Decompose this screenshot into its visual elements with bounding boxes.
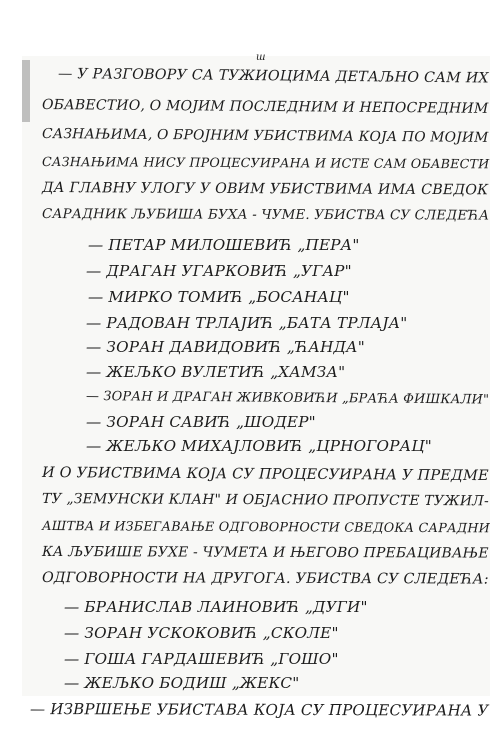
list2-item-4: — ЖЕЉКО БОДИШ „ЖЕКС" <box>64 674 300 692</box>
text-line-7: И О УБИСТВИМА КОЈА СУ ПРОЦЕСУИРАНА У ПРЕДМЕ <box>41 465 489 485</box>
scan-edge-shadow <box>22 60 30 122</box>
correction-mark: ш <box>256 52 266 63</box>
list1-item-1: — ПЕТАР МИЛОШЕВИЋ „ПЕРА" <box>88 236 360 254</box>
text-line-8: ТУ „ЗЕМУНСКИ КЛАН" И ОБЈАСНИО ПРОПУСТЕ ТУЖИЛ- <box>41 491 489 510</box>
text-line-12: — ИЗВРШЕЊЕ УБИСТАВА КОЈА СУ ПРОЦЕСУИРАНА У <box>29 700 489 720</box>
list1-item-9: — ЖЕЉКО МИХАЈЛОВИЋ „ЦРНОГОРАЦ" <box>86 437 432 455</box>
list2-item-2: — ЗОРАН УСКОКОВИЋ „СКОЛЕ" <box>64 624 339 642</box>
text-line-4: САЗНАЊИМА НИСУ ПРОЦЕСУИРАНА И ИСТЕ САМ ОБАВЕСТИ <box>41 154 490 172</box>
list1-item-6: — ЖЕЉКО ВУЛЕТИЋ „ХАМЗА" <box>86 363 346 381</box>
list1-item-5: — ЗОРАН ДАВИДОВИЋ „ЋАНДА" <box>86 338 365 356</box>
text-line-10: КА ЉУБИШЕ БУХЕ - ЧУМЕТА И ЊЕГОВО ПРЕБАЦИВАЊЕ <box>41 544 489 562</box>
list1-item-7: — ЗОРАН И ДРАГАН ЖИВКОВИЋИ „БРАЋА ФИШКАЛИ" <box>85 389 490 408</box>
list1-item-3: — МИРКО ТОМИЋ „БОСАНАЦ" <box>88 288 350 306</box>
list2-item-1: — БРАНИСЛАВ ЛАИНОВИЋ „ДУГИ" <box>64 598 368 616</box>
list1-item-4: — РАДОВАН ТРЛАЈИЋ „БАТА ТРЛАЈА" <box>86 314 408 332</box>
text-line-11: ОДГОВОРНОСТИ НА ДРУГОГА. УБИСТВА СУ СЛЕДЕЋА: <box>41 570 489 588</box>
list1-item-2: — ДРАГАН УГАРКОВИЋ „УГАР" <box>86 262 352 280</box>
list1-item-8: — ЗОРАН САВИЋ „ШОДЕР" <box>86 413 316 431</box>
text-line-2: ОБАВЕСТИО, О МОЈИМ ПОСЛЕДНИМ И НЕПОСРЕДНИМ <box>41 97 489 117</box>
text-line-3: САЗНАЊИМА, О БРОЈНИМ УБИСТВИМА КОЈА ПО МОЈИМ <box>41 126 489 146</box>
text-line-1: — У РАЗГОВОРУ СА ТУЖИОЦИМА ДЕТАЉНО САМ ИХ <box>57 66 489 87</box>
text-line-5: ДА ГЛАВНУ УЛОГУ У ОВИМ УБИСТВИМА ИМА СВЕДОК <box>41 180 489 199</box>
text-line-9: АШТВА И ИЗБЕГАВАЊЕ ОДГОВОРНОСТИ СВЕДОКА САРАДНИ <box>41 518 491 536</box>
list2-item-3: — ГОША ГАРДАШЕВИЋ „ГОШО" <box>64 650 339 668</box>
text-line-6: САРАДНИК ЉУБИША БУХА - ЧУМЕ. УБИСТВА СУ СЛЕДЕЋА <box>41 207 490 224</box>
